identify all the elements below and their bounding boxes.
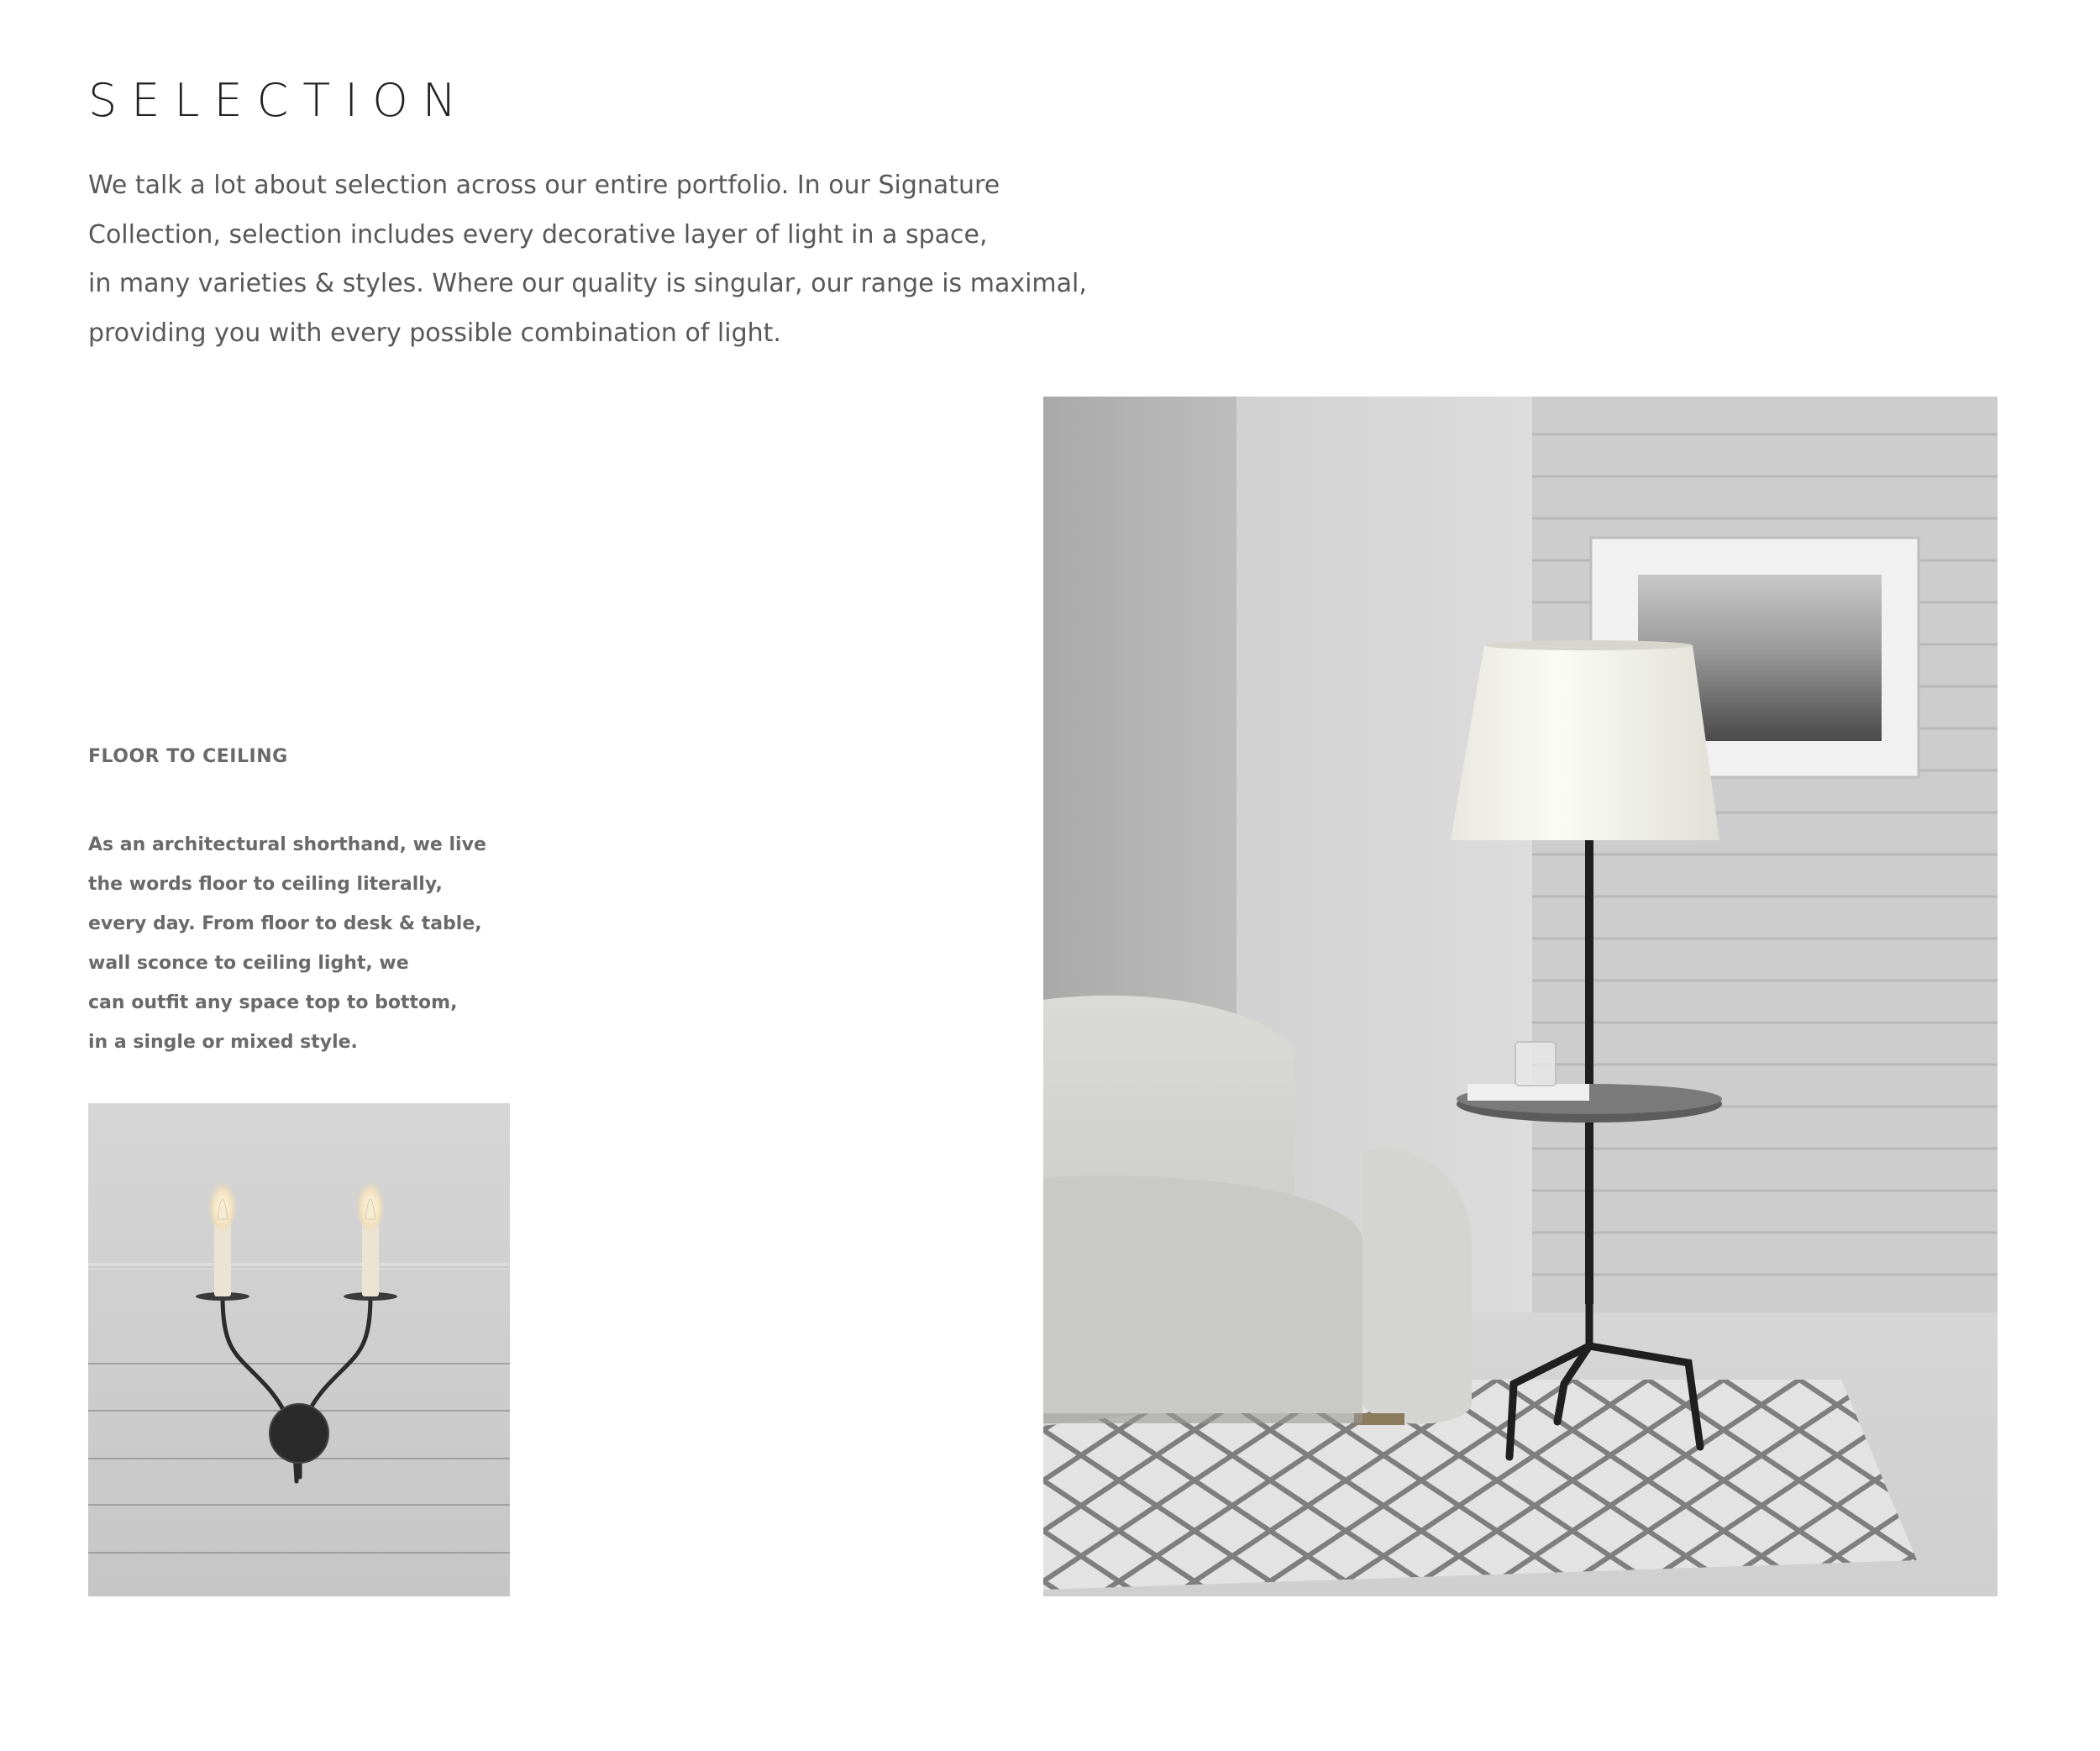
intro-line: We talk a lot about selection across our entire portfolio. In our Signature (88, 171, 1000, 200)
intro-line: in many varieties & styles. Where our quality is singular, our range is maximal, (88, 269, 1087, 298)
intro-line: Collection, selection includes every decorative layer of light in a space, (88, 219, 988, 250)
section-heading: FLOOR TO CEILING (88, 746, 288, 767)
intro-paragraph (88, 161, 1087, 358)
section-body-line: in a single or mixed style. (88, 1032, 358, 1053)
sconce-photo (88, 1103, 510, 1596)
section-body-line: wall sconce to ceiling light, we (88, 953, 409, 974)
section-body-line: every day. From floor to desk & table, (88, 913, 482, 934)
intro-line: providing you with every possible combination of light. (88, 318, 781, 348)
section-body-line: As an architectural shorthand, we live (88, 834, 486, 855)
page-title: SELECTION (88, 74, 471, 127)
section-body-line: can outfit any space top to bottom, (88, 992, 458, 1013)
section-body-line: the words floor to ceiling literally, (88, 874, 443, 895)
room-photo (1043, 397, 1998, 1596)
section-body (88, 825, 486, 1062)
